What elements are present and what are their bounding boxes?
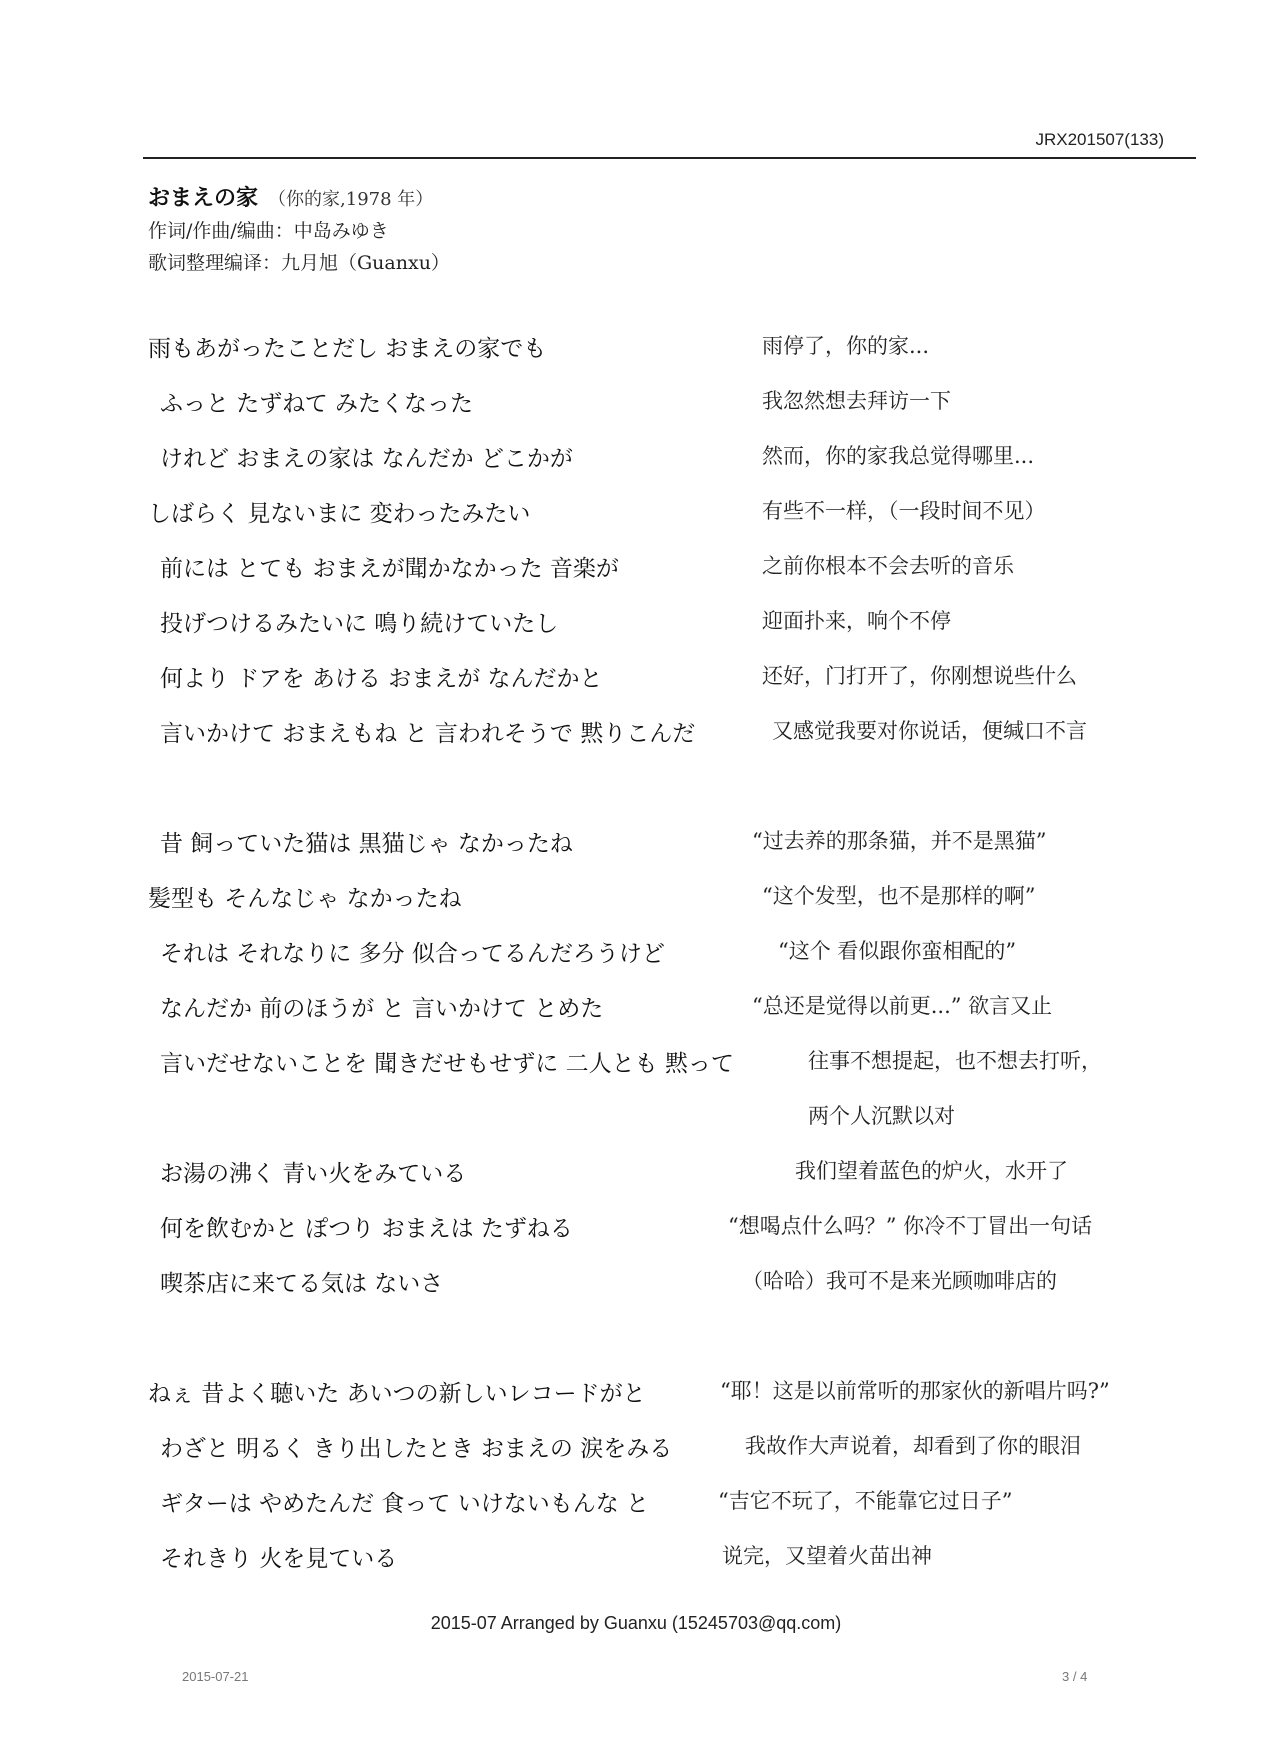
lyric-jp: ねぇ 昔よく聴いた あいつの新しいレコードがと [148,1381,646,1407]
lyric-zh: 说完，又望着火苗出神 [722,1544,932,1568]
lyric-jp: なんだか 前のほうが と 言いかけて とめた [160,996,604,1022]
lyric-jp: 何より ドアを あける おまえが なんだかと [160,666,603,692]
composer-credit: 作词/作曲/编曲：中岛みゆき [148,220,389,242]
lyric-jp: 何を飲むかと ぽつり おまえは たずねる [160,1216,573,1242]
lyric-jp: しばらく 見ないまに 変わったみたい [148,501,531,527]
lyric-zh: 我忽然想去拜访一下 [762,389,951,413]
lyric-jp: 喫茶店に来てる気は ないさ [160,1271,444,1297]
lyric-zh: 有些不一样，（一段时间不见） [762,499,1046,523]
lyric-jp: 投げつけるみたいに 鳴り続けていたし [160,611,559,637]
lyric-zh: “这个 看似跟你蛮相配的” [778,939,1017,963]
page-number: 3 / 4 [1062,1669,1088,1684]
lyric-zh: 往事不想提起，也不想去打听， [808,1049,1102,1073]
lyric-zh: 两个人沉默以对 [808,1104,955,1128]
lyric-jp: ギターは やめたんだ 食って いけないもんな と [160,1491,650,1517]
lyric-zh: 还好，门打开了，你刚想说些什么 [762,664,1077,688]
lyric-zh: 之前你根本不会去听的音乐 [762,554,1014,578]
lyric-jp: 雨もあがったことだし おまえの家でも [148,336,547,362]
song-header [148,183,450,279]
header-rule [143,157,1196,159]
lyric-zh: “总还是觉得以前更...” 欲言又止 [752,994,1053,1018]
lyric-jp: 言いかけて おまえもね と 言われそうで 黙りこんだ [160,721,696,747]
lyric-jp: 昔 飼っていた猫は 黒猫じゃ なかったね [160,831,573,857]
lyric-jp: それは それなりに 多分 似合ってるんだろうけど [160,941,665,967]
lyric-jp: それきり 火を見ている [160,1546,398,1572]
arrangement-footer: 2015-07 Arranged by Guanxu (15245703@qq.com) [430,1613,842,1633]
print-date: 2015-07-21 [182,1669,249,1684]
lyric-zh: 雨停了，你的家... [762,334,930,358]
song-title: おまえの家 [148,185,259,211]
lyric-zh: “吉它不玩了，不能靠它过日子” [718,1489,1013,1513]
lyric-zh: “耶！这是以前常听的那家伙的新唱片吗?” [720,1379,1110,1403]
translator-credit: 歌词整理编译：九月旭（Guanxu） [148,252,450,274]
lyric-zh: 又感觉我要对你说话，便缄口不言 [772,719,1087,743]
lyric-zh: 我们望着蓝色的炉火，水开了 [795,1159,1068,1183]
lyric-zh: “想喝点什么吗？” 你冷不丁冒出一句话 [728,1214,1093,1238]
lyric-zh: “过去养的那条猫，并不是黑猫” [752,829,1047,853]
lyric-zh: “这个发型，也不是那样的啊” [762,884,1036,908]
title-line [148,183,450,215]
lyric-zh: 迎面扑来，响个不停 [762,609,951,633]
lyric-jp: 言いだせないことを 聞きだせもせずに 二人とも 黙って [160,1051,734,1077]
lyric-zh: 然而，你的家我总觉得哪里... [762,444,1035,468]
lyric-jp: 前には とても おまえが聞かなかった 音楽が [160,556,619,582]
lyric-jp: わざと 明るく きり出したとき おまえの 涙をみる [160,1436,673,1462]
song-subtitle: （你的家,1978 年） [268,189,434,210]
lyric-jp: ふっと たずねて みたくなった [160,391,474,417]
lyric-zh: （哈哈）我可不是来光顾咖啡店的 [742,1269,1057,1293]
lyric-zh: 我故作大声说着，却看到了你的眼泪 [745,1434,1081,1458]
lyric-jp: けれど おまえの家は なんだか どこかが [160,446,573,472]
lyric-jp: お湯の沸く 青い火をみている [160,1161,467,1187]
lyric-jp: 髪型も そんなじゃ なかったね [148,886,462,912]
document-id: JRX201507(133) [1035,130,1164,149]
